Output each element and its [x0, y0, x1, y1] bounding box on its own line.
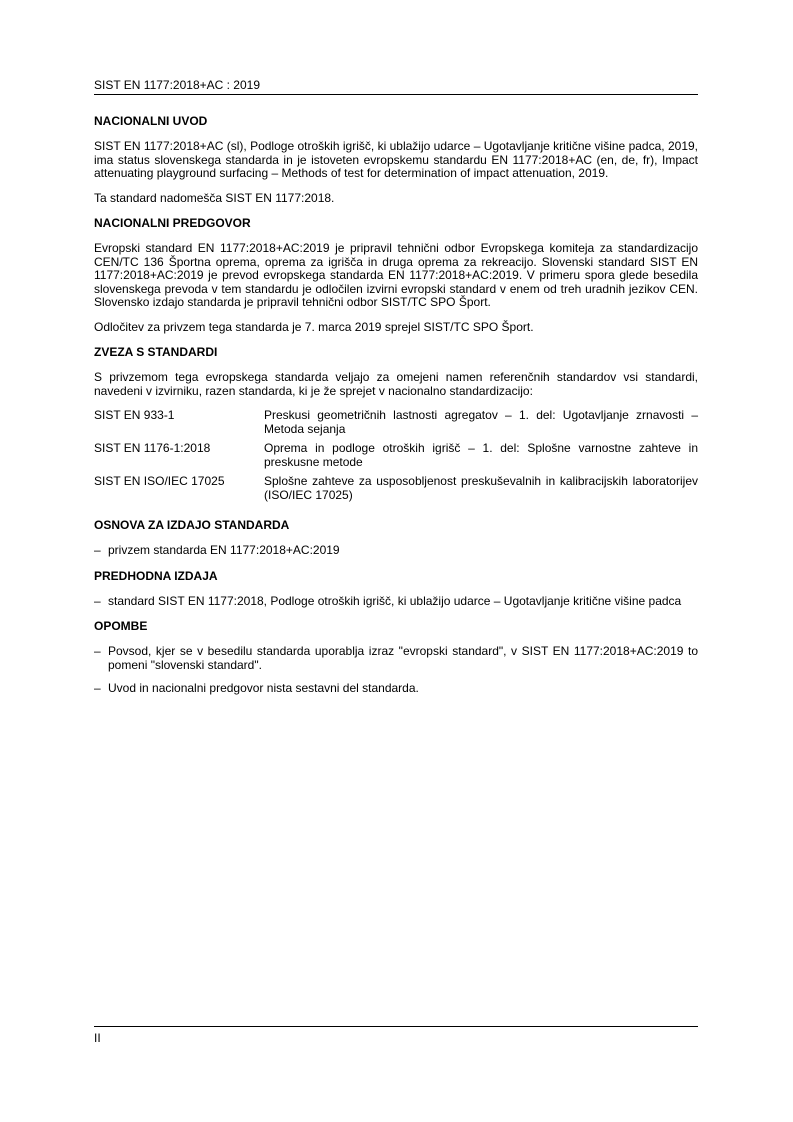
table-row	[94, 442, 698, 475]
section-heading-predhodna-izdaja: PREDHODNA IZDAJA	[94, 568, 218, 583]
dash-marker: –	[94, 681, 101, 695]
document-code: SIST EN 1177:2018+AC : 2019	[94, 78, 261, 92]
dash-marker: –	[94, 593, 101, 608]
page-number: II	[94, 1031, 101, 1045]
page-footer	[94, 1026, 698, 1045]
document-body	[94, 114, 698, 707]
standard-title: Oprema in podloge otroških igrišč – 1. del: Splošne varnostne zahteve in preskusne metode	[264, 441, 698, 469]
predhodna-list	[94, 595, 698, 609]
list-item	[94, 595, 698, 609]
table-row	[94, 409, 698, 442]
table-row	[94, 475, 698, 508]
paragraph: Ta standard nadomešča SIST EN 1177:2018.	[94, 190, 335, 205]
paragraph: S privzemom tega evropskega standarda veljajo za omejeni namen referenčnih standardov vsi standardi, navedeni v izvirniku, razen standarda, ki je že sprejet v nacionalno standardizacijo:	[94, 370, 698, 398]
paragraph: Odločitev za privzem tega standarda je 7. marca 2019 sprejel SIST/TC SPO Šport.	[94, 319, 534, 334]
list-item-text: Uvod in nacionalni predgovor nista sestavni del standarda.	[108, 681, 419, 695]
paragraph: SIST EN 1177:2018+AC (sl), Podloge otroških igrišč, ki ublažijo udarce – Ugotavljanje kritične višine padca, 2019, ima status slovenskega standarda in je istoveten evropskemu standardu EN 1177:2018+AC (en, de, fr), Impact attenuating playground surfacing – Methods of test for determination of impact attenuation, 2019.	[94, 139, 698, 180]
standard-code: SIST EN 1176-1:2018	[94, 441, 211, 455]
reference-standards-table	[94, 409, 698, 508]
list-item	[94, 645, 698, 672]
standard-code: SIST EN ISO/IEC 17025	[94, 474, 225, 488]
list-item-text: privzem standarda EN 1177:2018+AC:2019	[108, 543, 340, 557]
page-header	[94, 78, 698, 95]
paragraph: Evropski standard EN 1177:2018+AC:2019 je pripravil tehnični odbor Evropskega komiteja za standardizacijo CEN/TC 136 Športna oprema, oprema za igrišča in druga oprema za rekreacijo. Slovenski standard SIST EN 1177:2018+AC:2019 je prevod evropskega standarda EN 1177:2018+AC:2019. V primeru spora glede besedila slovenskega prevoda v tem standardu je odločilen izvirni evropski standard v enem od treh uradnih jezikov CEN. Slovensko izdajo standarda je pripravil tehnični odbor SIST/TC SPO Šport.	[94, 241, 698, 309]
list-item-text: standard SIST EN 1177:2018, Podloge otroških igrišč, ki ublažijo udarce – Ugotavljanje kritične višine padca	[108, 593, 682, 608]
osnova-list	[94, 544, 698, 558]
standard-title: Splošne zahteve za usposobljenost preskuševalnih in kalibracijskih laboratorijev (ISO/IEC 17025)	[264, 474, 698, 502]
list-item-text: Povsod, kjer se v besedilu standarda uporablja izraz "evropski standard", v SIST EN 1177:2018+AC:2019 to pomeni "slovenski standard".	[108, 644, 698, 672]
section-heading-zveza-s-standardi: ZVEZA S STANDARDI	[94, 345, 218, 359]
standard-title: Preskusi geometričnih lastnosti agregatov – 1. del: Ugotavljanje zrnavosti – Metoda sejanja	[264, 408, 698, 436]
section-heading-nacionalni-uvod: NACIONALNI UVOD	[94, 114, 208, 128]
section-heading-nacionalni-predgovor: NACIONALNI PREDGOVOR	[94, 216, 251, 230]
section-heading-osnova: OSNOVA ZA IZDAJO STANDARDA	[94, 518, 290, 532]
list-item	[94, 544, 698, 558]
section-heading-opombe: OPOMBE	[94, 619, 148, 633]
dash-marker: –	[94, 644, 101, 658]
opombe-list	[94, 645, 698, 696]
dash-marker: –	[94, 543, 101, 557]
standard-code: SIST EN 933-1	[94, 408, 175, 422]
list-item	[94, 682, 698, 696]
